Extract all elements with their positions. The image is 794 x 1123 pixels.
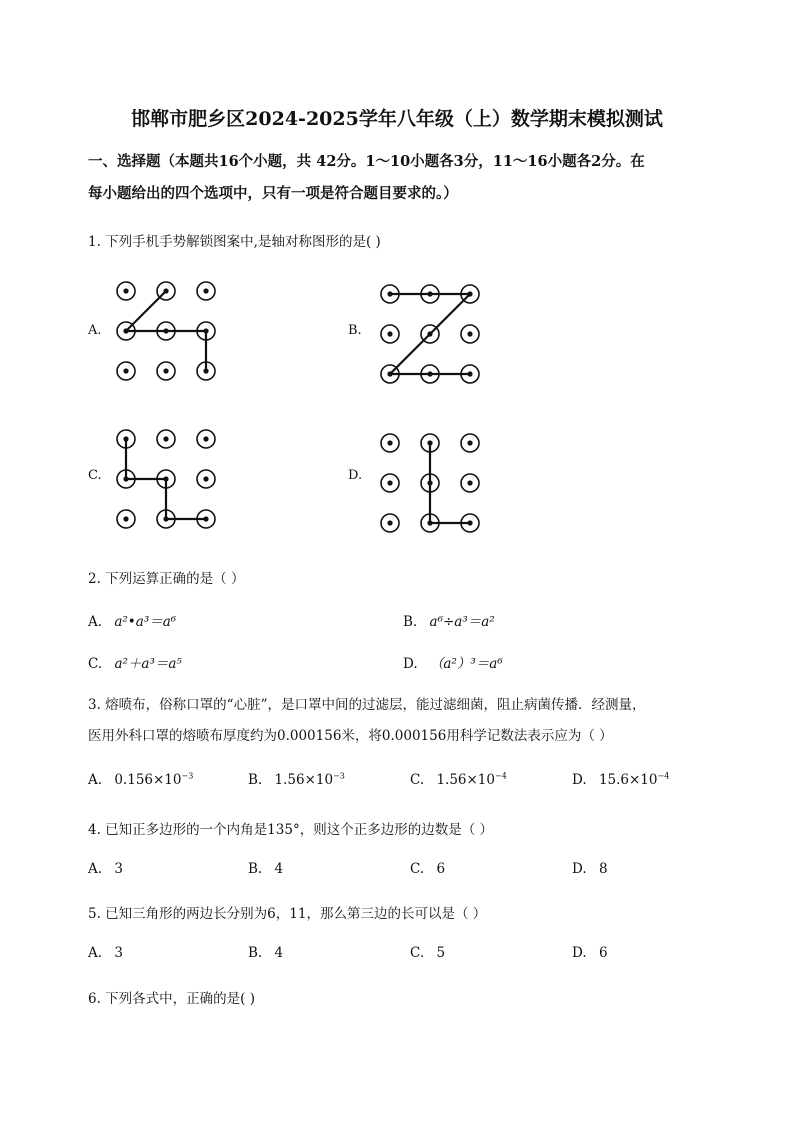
q4-stem: 4. 已知正多边形的一个内角是135°，则这个正多边形的边数是（ ） (88, 822, 493, 838)
q4-option-c (410, 861, 445, 877)
q3-stem-line1: 3. 熔喷布，俗称口罩的“心脏”，是口罩中间的过滤层，能过滤细菌，阻止病菌传播．经测量， (88, 697, 646, 713)
q3-option-c (410, 772, 507, 788)
option-value: 5 (436, 945, 446, 961)
lock-dot (197, 470, 215, 488)
option-exponent: −4 (495, 771, 507, 781)
q1-option-a-pattern (126, 291, 218, 383)
option-label: D. (572, 772, 587, 788)
option-label: C. (410, 945, 425, 961)
q3-option-a (88, 772, 193, 788)
q5-option-c (410, 945, 445, 961)
lock-pattern-svg (114, 279, 218, 383)
lock-dot (197, 282, 215, 300)
option-expression: a²•a³＝a⁶ (114, 614, 177, 630)
option-value: 8 (598, 861, 608, 877)
q3-option-b (248, 772, 345, 788)
section-heading-line1: 一、选择题（本题共16个小题，共 42分。1～10小题各3分，11～16小题各2分。在 (88, 153, 645, 170)
option-label: A. (88, 614, 103, 630)
lock-dot (461, 434, 479, 452)
page-title: 邯郸市肥乡区2024-2025学年八年级（上）数学期末模拟测试 (131, 108, 663, 130)
lock-dot (461, 325, 479, 343)
q5-option-a (88, 945, 123, 961)
lock-dot (117, 510, 135, 528)
q4-option-b (248, 861, 283, 877)
option-label: B. (403, 614, 418, 630)
option-expression: （a²）³＝a⁶ (429, 656, 503, 672)
q5-option-d (572, 945, 608, 961)
option-label: B. (248, 945, 263, 961)
lock-dot (381, 434, 399, 452)
q5-option-b (248, 945, 283, 961)
option-value: 4 (274, 861, 284, 877)
lock-dot (157, 282, 175, 300)
lock-dot (381, 474, 399, 492)
q1-option-b-pattern (390, 294, 482, 386)
lock-dot (197, 430, 215, 448)
q1-stem: 1. 下列手机手势解锁图案中,是轴对称图形的是( ) (88, 234, 381, 250)
lock-pattern-svg (114, 427, 218, 531)
lock-dot (381, 325, 399, 343)
option-label: D. (572, 945, 587, 961)
q4-option-a (88, 861, 123, 877)
q2-option-a (88, 610, 176, 630)
option-label: A. (88, 861, 103, 877)
q1-option-a-label: A. (88, 323, 102, 338)
option-label: A. (88, 945, 103, 961)
option-exponent: −3 (181, 771, 194, 781)
q3-stem-line2: 医用外科口罩的熔喷布厚度约为0.000156米，将0.000156用科学记数法表示应为（ ） (88, 728, 613, 744)
q1-option-d-label: D. (348, 468, 363, 483)
q1-option-b-label: B. (348, 323, 362, 338)
option-label: C. (88, 656, 103, 672)
lock-dot (157, 362, 175, 380)
q2-option-d (403, 652, 503, 672)
lock-pattern-svg (378, 431, 482, 535)
q1-option-d-pattern (390, 443, 482, 535)
option-value: 0.156×10 (114, 772, 182, 788)
gesture-line (430, 443, 470, 523)
option-value: 3 (114, 861, 123, 877)
option-label: C. (410, 772, 425, 788)
option-value: 6 (436, 861, 446, 877)
option-exponent: −4 (657, 771, 670, 781)
lock-dot (117, 362, 135, 380)
q1-option-c-pattern (126, 439, 218, 531)
option-value: 1.56×10 (274, 772, 334, 788)
option-value: 6 (598, 945, 608, 961)
lock-dot (381, 514, 399, 532)
q2-stem: 2. 下列运算正确的是（ ） (88, 571, 245, 587)
q2-option-c (88, 652, 182, 672)
lock-dot (461, 474, 479, 492)
option-expression: a⁶÷a³＝a² (429, 614, 495, 630)
lock-dot (117, 282, 135, 300)
q1-option-c-label: C. (88, 468, 102, 483)
option-label: C. (410, 861, 425, 877)
q3-option-d (572, 772, 669, 788)
option-exponent: −3 (333, 771, 345, 781)
option-label: A. (88, 772, 103, 788)
option-value: 1.56×10 (436, 772, 495, 788)
option-expression: a²＋a³＝a⁵ (114, 656, 182, 672)
lock-pattern-svg (378, 282, 482, 386)
option-label: B. (248, 861, 263, 877)
option-label: D. (403, 656, 418, 672)
lock-dot (157, 430, 175, 448)
option-label: D. (572, 861, 587, 877)
option-label: B. (248, 772, 263, 788)
section-heading-line2: 每小题给出的四个选项中，只有一项是符合题目要求的。） (88, 185, 458, 202)
lock-dot (421, 325, 439, 343)
q2-option-b (403, 610, 495, 630)
q4-option-d (572, 861, 608, 877)
option-value: 3 (114, 945, 123, 961)
q6-stem: 6. 下列各式中，正确的是( ) (88, 991, 255, 1007)
option-value: 15.6×10 (598, 772, 658, 788)
q5-stem: 5. 已知三角形的两边长分别为6，11，那么第三边的长可以是（ ） (88, 906, 487, 922)
option-value: 4 (274, 945, 284, 961)
